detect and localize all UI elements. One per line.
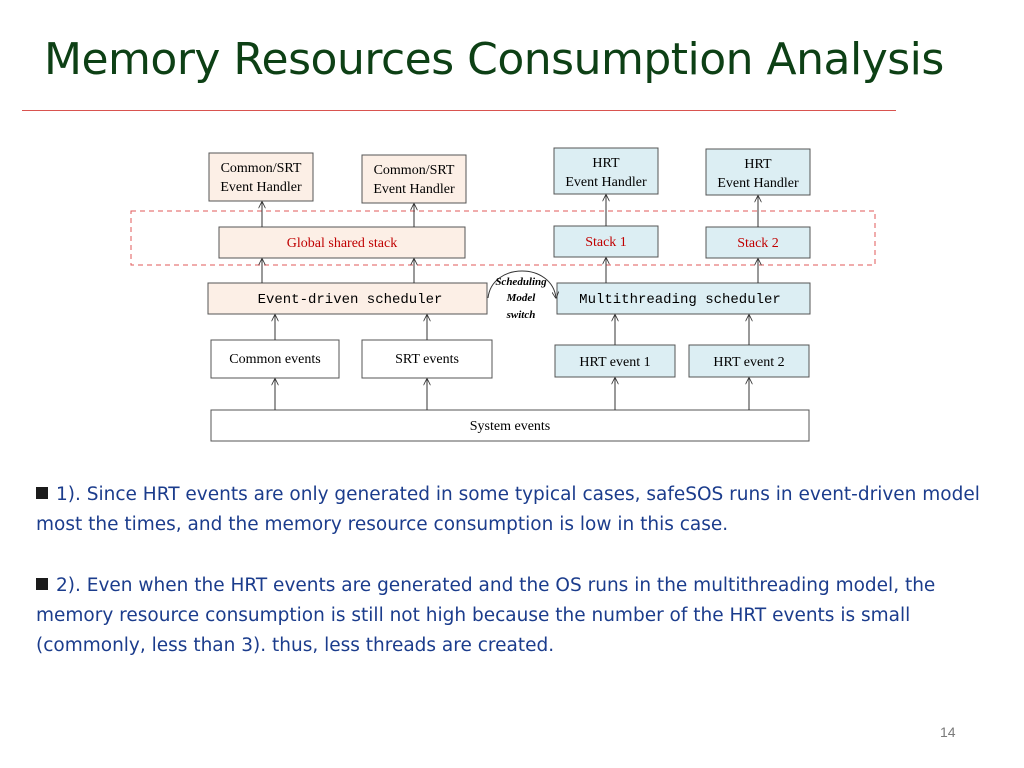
hrt-handler-1-line1: HRT [592, 156, 620, 171]
hrt-handler-1 [554, 148, 658, 194]
bullet-text-2: 2). Even when the HRT events are generated and the OS runs in the multithreading model, the memory resource consumption is still not high because the number of the HRT events is small (commonly, less than 3). thus, less threads are created. [36, 575, 936, 656]
system-events-box [211, 410, 809, 441]
bullet-square-icon [36, 487, 48, 499]
common-srt-handler-2 [362, 155, 466, 203]
srt-events-box [362, 340, 492, 378]
bullet-square-icon [36, 578, 48, 590]
stack-2 [706, 227, 810, 258]
common-events-label: Common events [229, 352, 321, 367]
hrt-handler-2 [706, 149, 810, 195]
switch-label-line3: switch [506, 309, 536, 321]
hrt-handler-2-line1: HRT [744, 157, 772, 172]
multithreading-scheduler-label: Multithreading scheduler [579, 292, 781, 308]
hrt-handler-2-line2: Event Handler [717, 176, 799, 191]
common-srt-handler-1 [209, 153, 313, 201]
global-shared-stack-label: Global shared stack [286, 236, 398, 251]
hrt-event-1-box [555, 345, 675, 377]
bullet-item-1 [36, 480, 1016, 540]
common-events-box [211, 340, 339, 378]
hrt-event-2-label: HRT event 2 [713, 355, 785, 370]
scheduling-model-switch [488, 271, 556, 321]
global-shared-stack [219, 227, 465, 258]
bullet-item-2 [36, 571, 1016, 661]
bullet-text-1: 1). Since HRT events are only generated in some typical cases, safeSOS runs in event-driven model most the times, and the memory resource consumption is low in this case. [36, 484, 980, 535]
stack-2-label: Stack 2 [737, 236, 779, 251]
hrt-handler-1-line2: Event Handler [565, 175, 647, 190]
system-events-label: System events [469, 419, 551, 434]
hrt-event-2-box [689, 345, 809, 377]
switch-label-line1: Scheduling [495, 276, 547, 288]
common-srt-handler-2-line1: Common/SRT [373, 163, 455, 178]
page-number: 14 [940, 724, 956, 740]
switch-label-line2: Model [506, 292, 536, 304]
common-srt-handler-1-line1: Common/SRT [220, 161, 302, 176]
multithreading-scheduler [557, 283, 810, 314]
slide-title: Memory Resources Consumption Analysis [44, 34, 944, 85]
hrt-event-1-label: HRT event 1 [579, 355, 651, 370]
event-driven-scheduler-label: Event-driven scheduler [257, 292, 443, 308]
common-srt-handler-1-line2: Event Handler [220, 180, 302, 195]
srt-events-label: SRT events [395, 352, 459, 367]
bullet-list [36, 480, 1016, 692]
event-driven-scheduler [208, 283, 487, 314]
stack-1-label: Stack 1 [585, 235, 627, 250]
stack-1 [554, 226, 658, 257]
common-srt-handler-2-line2: Event Handler [373, 182, 455, 197]
